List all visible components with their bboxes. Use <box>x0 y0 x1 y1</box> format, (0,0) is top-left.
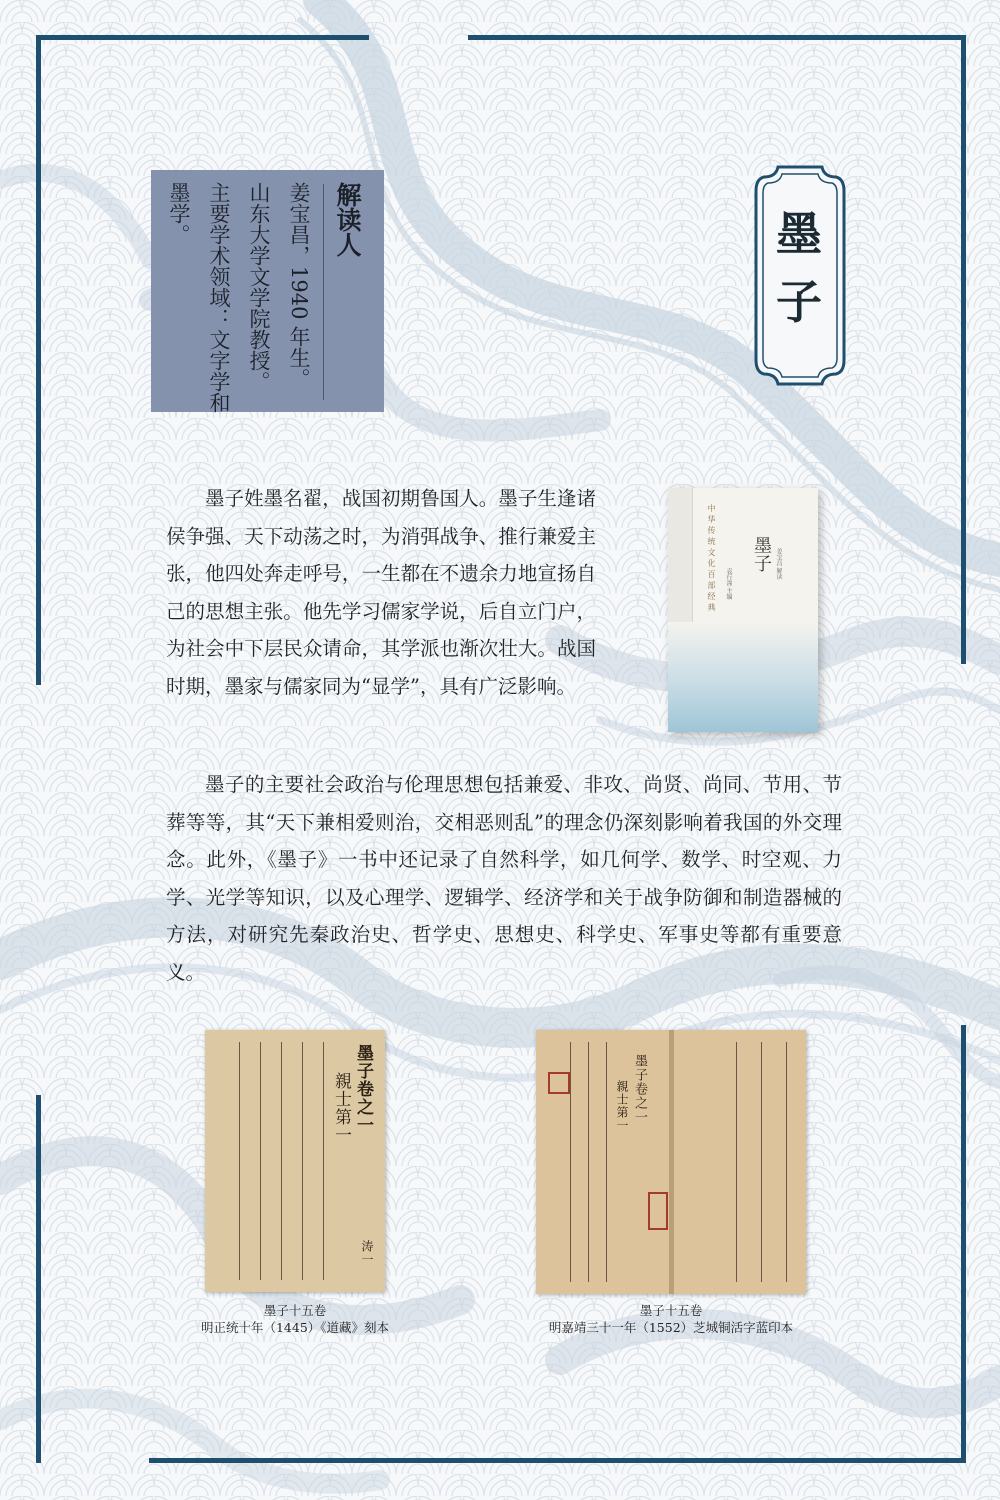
ancient-text-image-1 <box>205 1030 385 1292</box>
scan1-rule-1 <box>323 1042 324 1280</box>
scan2-seal-2 <box>648 1192 668 1230</box>
scan1-section: 親士第一 <box>331 1072 351 1144</box>
caption-2-edition: 明嘉靖三十一年（1552）芝城铜活字蓝印本 <box>548 1320 794 1335</box>
book-series: 中华传统文化百部经典 <box>707 504 716 614</box>
scan2-section: 親士第一 <box>615 1080 629 1132</box>
book-cover-wave <box>668 622 818 732</box>
frame-right-lower <box>961 1025 966 1463</box>
scan2-seal-1 <box>548 1072 570 1094</box>
scan2-rule-1 <box>606 1042 607 1282</box>
scan1-rule-3 <box>281 1042 282 1280</box>
frame-left-upper <box>36 35 41 685</box>
caption-1-edition: 明正统十年（1445）《道藏》刻本 <box>200 1320 390 1335</box>
frame-right-upper <box>961 35 966 664</box>
scan2-rule-6 <box>786 1042 787 1282</box>
scan2-rule-2 <box>588 1042 589 1282</box>
caption-1-title: 墨子十五卷 <box>263 1303 327 1318</box>
title-char-1: 墨 <box>776 207 824 261</box>
frame-top-left <box>36 35 369 40</box>
caption-2-title: 墨子十五卷 <box>639 1303 703 1318</box>
scan1-page-mark: 涛一 <box>360 1240 374 1266</box>
scan2-page-heading: 墨子卷之一 <box>632 1054 647 1124</box>
scan1-rule-2 <box>302 1042 303 1280</box>
intro-paragraph: 墨子姓墨名翟，战国初期鲁国人。墨子生逢诸侯争强、天下动荡之时，为消弭战争、推行兼爱主张，他四处奔走呼号，一生都在不遗余力地宣扬自己的思想主张。他先学习儒家学说，后自立门户，为社会中下层民众请命，其学派也渐次壮大。战国时期，墨家与儒家同为“显学”，具有广泛影响。 <box>166 487 596 698</box>
scan1-rule-5 <box>239 1042 240 1280</box>
title <box>752 200 848 336</box>
reader-line-3: 主要学术领域：文字学和 <box>207 182 231 413</box>
caption-1 <box>165 1302 425 1336</box>
frame-top-right <box>468 35 966 40</box>
book-title: 墨子 <box>751 536 772 572</box>
main-paragraph: 墨子的主要社会政治与伦理思想包括兼爱、非攻、尚贤、尚同、节用、节葬等等，其“天下兼相爱则治，交相恶则乱”的理念仍深刻影响着我国的外交理念。此外，《墨子》一书中还记录了自然科学，如几何学、数学、时空观、力学、光学等知识，以及心理学、逻辑学、经济学和关于战争防御和制造器械的方法，对研究先秦政治史、哲学史、思想史、科学史、军事史等都有重要意义。 <box>166 773 842 984</box>
frame-left-lower <box>36 1095 41 1463</box>
scan2-gutter <box>669 1030 674 1294</box>
reader-info-box <box>151 170 384 412</box>
scan2-rule-3 <box>570 1042 571 1282</box>
scan2-rule-4 <box>736 1042 737 1282</box>
reader-divider <box>323 184 324 400</box>
book-cover-image <box>668 488 818 732</box>
frame-bottom <box>149 1458 966 1463</box>
reader-line-2: 山东大学文学院教授。 <box>247 182 271 392</box>
reader-line-4: 墨学。 <box>167 182 191 245</box>
reader-line-1: 姜宝昌，1940 年生。 <box>287 182 311 390</box>
caption-2 <box>510 1302 832 1336</box>
scan2-rule-5 <box>761 1042 762 1282</box>
book-editor: 袁行霈 主编 <box>725 568 732 600</box>
title-char-2: 子 <box>776 275 824 329</box>
scan1-page-heading: 墨子卷之一 <box>353 1044 373 1134</box>
ancient-text-image-2 <box>536 1030 806 1294</box>
reader-heading: 解读人 <box>333 182 362 257</box>
book-author: 姜宝昌 解读 <box>775 548 782 580</box>
scan1-rule-4 <box>260 1042 261 1280</box>
